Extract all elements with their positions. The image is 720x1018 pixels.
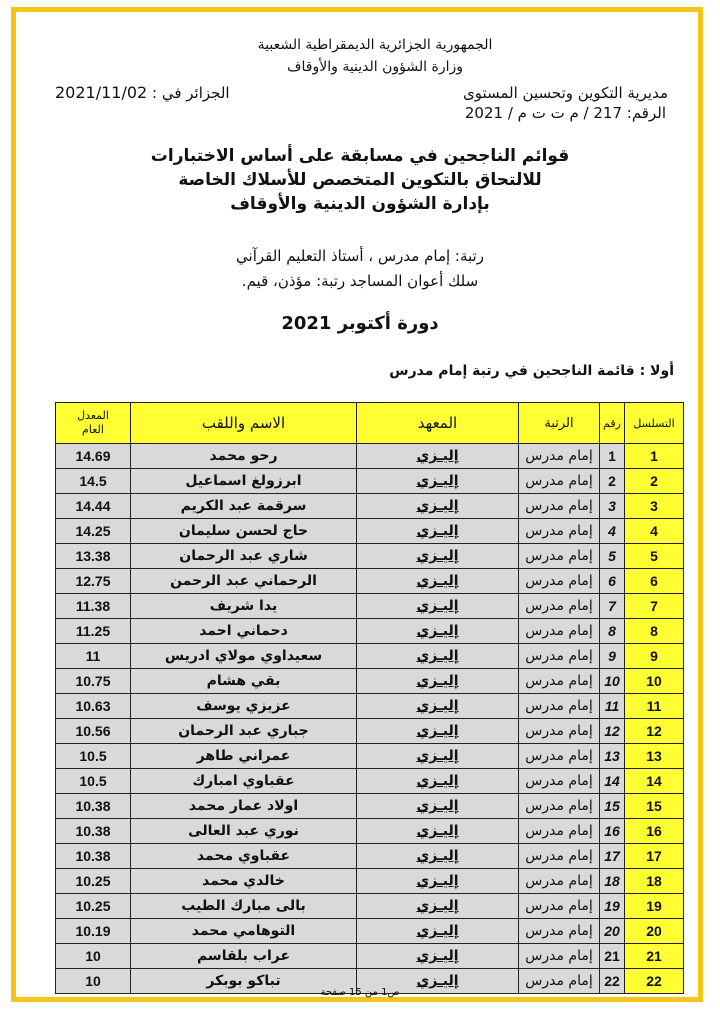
institute-text: إليـزي (416, 823, 459, 839)
institute-cell (357, 894, 519, 919)
number-cell: 20 (600, 919, 625, 944)
institute-cell (357, 494, 519, 519)
table-row (56, 769, 684, 794)
number-cell: 6 (600, 569, 625, 594)
number-cell: 1 (600, 444, 625, 469)
header-institute: المعهد (357, 403, 519, 444)
serial-cell: 22 (625, 969, 684, 994)
serial-cell: 15 (625, 794, 684, 819)
rank-cell: إمام مدرس (519, 694, 600, 719)
number-cell: 11 (600, 694, 625, 719)
list-title: أولا : قائمة الناجحين في رتبة إمام مدرس (389, 363, 674, 379)
header-name: الاسم واللقب (131, 403, 357, 444)
serial-cell: 21 (625, 944, 684, 969)
table-row (56, 819, 684, 844)
rank-cell: إمام مدرس (519, 619, 600, 644)
average-cell: 10.75 (56, 669, 131, 694)
rank-cell: إمام مدرس (519, 844, 600, 869)
institute-cell (357, 794, 519, 819)
name-cell: اولاد عمار محمد (131, 794, 357, 819)
institute-cell (357, 919, 519, 944)
institute-cell (357, 869, 519, 894)
place-date (55, 83, 230, 102)
institute-cell (357, 519, 519, 544)
rank-cell: إمام مدرس (519, 919, 600, 944)
name-cell: دحماني احمد (131, 619, 357, 644)
table-row (56, 669, 684, 694)
number-cell: 14 (600, 769, 625, 794)
rank-cell: إمام مدرس (519, 669, 600, 694)
institute-cell (357, 844, 519, 869)
rank-cell: إمام مدرس (519, 644, 600, 669)
average-cell: 10.25 (56, 894, 131, 919)
table-row (56, 794, 684, 819)
average-cell: 12.75 (56, 569, 131, 594)
institute-text: إليـزي (416, 773, 459, 789)
institute-cell (357, 669, 519, 694)
name-cell: حاج لحسن سليمان (131, 519, 357, 544)
institute-cell (357, 444, 519, 469)
institute-cell (357, 469, 519, 494)
rank-cell: إمام مدرس (519, 819, 600, 844)
rank-cell: إمام مدرس (519, 444, 600, 469)
institute-cell (357, 769, 519, 794)
page-footer: ص1 من 15 صفحة (320, 987, 400, 998)
name-cell: عقباوي امبارك (131, 769, 357, 794)
serial-cell: 3 (625, 494, 684, 519)
rank-cell: إمام مدرس (519, 569, 600, 594)
serial-cell: 16 (625, 819, 684, 844)
serial-cell: 9 (625, 644, 684, 669)
number-cell: 4 (600, 519, 625, 544)
average-cell: 14.25 (56, 519, 131, 544)
institute-text: إليـزي (416, 923, 459, 939)
number-cell: 10 (600, 669, 625, 694)
average-cell: 10.63 (56, 694, 131, 719)
name-cell: سعيداوي مولاي ادريس (131, 644, 357, 669)
reference-number: الرقم: 217 / م ت ت م / 2021 (464, 104, 666, 122)
name-cell: بالى مبارك الطيب (131, 894, 357, 919)
average-cell: 11 (56, 644, 131, 669)
institute-text: إليـزي (416, 898, 459, 914)
table-row (56, 744, 684, 769)
institute-cell (357, 944, 519, 969)
institute-text: إليـزي (416, 598, 459, 614)
rank-cell: إمام مدرس (519, 469, 600, 494)
name-cell: بقي هشام (131, 669, 357, 694)
institute-text: إليـزي (416, 848, 459, 864)
table-row (56, 919, 684, 944)
table-row (56, 469, 684, 494)
serial-cell: 5 (625, 544, 684, 569)
institute-text: إليـزي (416, 948, 459, 964)
name-cell: عمراني طاهر (131, 744, 357, 769)
institute-cell (357, 544, 519, 569)
serial-cell: 6 (625, 569, 684, 594)
number-cell: 7 (600, 594, 625, 619)
average-cell: 13.38 (56, 544, 131, 569)
subtitle-line1: رتبة: إمام مدرس ، أستاذ التعليم القرآني (236, 247, 484, 265)
institute-text: إليـزي (416, 873, 459, 889)
serial-cell: 20 (625, 919, 684, 944)
document-title-line1: قوائم الناجحين في مسابقة على أساس الاختبارات (150, 146, 570, 166)
rank-cell: إمام مدرس (519, 744, 600, 769)
table-row (56, 544, 684, 569)
institute-text: إليـزي (416, 573, 459, 589)
name-cell: رحو محمد (131, 444, 357, 469)
average-cell: 10 (56, 969, 131, 994)
place-label: الجزائر في : (152, 84, 230, 102)
institute-cell (357, 694, 519, 719)
rank-cell: إمام مدرس (519, 494, 600, 519)
average-cell: 10.5 (56, 744, 131, 769)
average-cell: 10 (56, 944, 131, 969)
institute-text: إليـزي (416, 973, 459, 989)
serial-cell: 18 (625, 869, 684, 894)
number-cell: 2 (600, 469, 625, 494)
rank-cell: إمام مدرس (519, 969, 600, 994)
rank-cell: إمام مدرس (519, 794, 600, 819)
serial-cell: 10 (625, 669, 684, 694)
average-cell: 10.38 (56, 794, 131, 819)
number-cell: 21 (600, 944, 625, 969)
serial-cell: 1 (625, 444, 684, 469)
header-average (56, 403, 131, 444)
institute-text: إليـزي (416, 473, 459, 489)
document-date: 2021/11/02 (55, 83, 148, 102)
table-row (56, 719, 684, 744)
name-cell: عقباوي محمد (131, 844, 357, 869)
subtitle-line2: سلك أعوان المساجد رتبة: مؤذن، قيم. (241, 272, 479, 290)
name-cell: ابرزولغ اسماعيل (131, 469, 357, 494)
directorate-name: مديرية التكوين وتحسين المستوى (462, 84, 668, 102)
number-cell: 15 (600, 794, 625, 819)
name-cell: التوهامي محمد (131, 919, 357, 944)
number-cell: 12 (600, 719, 625, 744)
average-cell: 10.56 (56, 719, 131, 744)
table-row (56, 619, 684, 644)
serial-cell: 11 (625, 694, 684, 719)
name-cell: عراب بلقاسم (131, 944, 357, 969)
session-title: دورة أكتوبر 2021 (281, 313, 439, 334)
serial-cell: 17 (625, 844, 684, 869)
number-cell: 8 (600, 619, 625, 644)
rank-cell: إمام مدرس (519, 944, 600, 969)
results-table (55, 402, 684, 994)
name-cell: يدا شريف (131, 594, 357, 619)
institute-cell (357, 719, 519, 744)
institute-text: إليـزي (416, 623, 459, 639)
average-cell: 11.25 (56, 619, 131, 644)
table-row (56, 694, 684, 719)
table-row (56, 644, 684, 669)
table-header-row (56, 403, 684, 444)
number-cell: 3 (600, 494, 625, 519)
republic-heading: الجمهورية الجزائرية الديمقراطية الشعبية (257, 37, 493, 53)
institute-cell (357, 644, 519, 669)
table-row (56, 519, 684, 544)
table-row (56, 869, 684, 894)
institute-cell (357, 619, 519, 644)
rank-cell: إمام مدرس (519, 519, 600, 544)
header-number: رقم (600, 403, 625, 444)
number-cell: 19 (600, 894, 625, 919)
document-title-line2: للالتحاق بالتكوين المتخصص للأسلاك الخاصة (178, 170, 542, 190)
rank-cell: إمام مدرس (519, 719, 600, 744)
institute-text: إليـزي (416, 748, 459, 764)
name-cell: جباري عبد الرحمان (131, 719, 357, 744)
institute-text: إليـزي (416, 723, 459, 739)
document-title-line3: بإدارة الشؤون الدينية والأوقاف (230, 194, 490, 214)
number-cell: 17 (600, 844, 625, 869)
number-cell: 22 (600, 969, 625, 994)
institute-text: إليـزي (416, 673, 459, 689)
name-cell: سرقمة عبد الكريم (131, 494, 357, 519)
number-cell: 16 (600, 819, 625, 844)
header-serial: التسلسل (625, 403, 684, 444)
name-cell: نوري عبد العالى (131, 819, 357, 844)
average-cell: 14.44 (56, 494, 131, 519)
serial-cell: 13 (625, 744, 684, 769)
header-average-line1: المعدل (77, 409, 109, 422)
name-cell: شاري عبد الرحمان (131, 544, 357, 569)
header-rank: الرتبة (519, 403, 600, 444)
institute-text: إليـزي (416, 698, 459, 714)
table-row (56, 844, 684, 869)
table-row (56, 444, 684, 469)
table-row (56, 894, 684, 919)
serial-cell: 12 (625, 719, 684, 744)
average-cell: 10.19 (56, 919, 131, 944)
name-cell: الرحماني عبد الرحمن (131, 569, 357, 594)
rank-cell: إمام مدرس (519, 544, 600, 569)
table-row (56, 569, 684, 594)
table-row (56, 944, 684, 969)
serial-cell: 14 (625, 769, 684, 794)
institute-text: إليـزي (416, 798, 459, 814)
institute-text: إليـزي (416, 498, 459, 514)
rank-cell: إمام مدرس (519, 894, 600, 919)
serial-cell: 4 (625, 519, 684, 544)
name-cell: تباكو بوبكر (131, 969, 357, 994)
ministry-heading: وزارة الشؤون الدينية والأوقاف (287, 59, 463, 75)
number-cell: 13 (600, 744, 625, 769)
table-row (56, 594, 684, 619)
average-cell: 10.38 (56, 844, 131, 869)
name-cell: خالدي محمد (131, 869, 357, 894)
serial-cell: 19 (625, 894, 684, 919)
header-average-line2: العام (82, 423, 104, 436)
institute-text: إليـزي (416, 548, 459, 564)
rank-cell: إمام مدرس (519, 594, 600, 619)
number-cell: 18 (600, 869, 625, 894)
average-cell: 10.5 (56, 769, 131, 794)
number-cell: 5 (600, 544, 625, 569)
number-cell: 9 (600, 644, 625, 669)
table-row (56, 494, 684, 519)
institute-cell (357, 569, 519, 594)
average-cell: 11.38 (56, 594, 131, 619)
rank-cell: إمام مدرس (519, 769, 600, 794)
average-cell: 14.69 (56, 444, 131, 469)
average-cell: 14.5 (56, 469, 131, 494)
name-cell: عزيزي يوسف (131, 694, 357, 719)
average-cell: 10.38 (56, 819, 131, 844)
serial-cell: 7 (625, 594, 684, 619)
serial-cell: 8 (625, 619, 684, 644)
serial-cell: 2 (625, 469, 684, 494)
institute-cell (357, 744, 519, 769)
rank-cell: إمام مدرس (519, 869, 600, 894)
institute-text: إليـزي (416, 523, 459, 539)
institute-cell (357, 819, 519, 844)
institute-cell (357, 594, 519, 619)
average-cell: 10.25 (56, 869, 131, 894)
institute-text: إليـزي (416, 448, 459, 464)
institute-text: إليـزي (416, 648, 459, 664)
